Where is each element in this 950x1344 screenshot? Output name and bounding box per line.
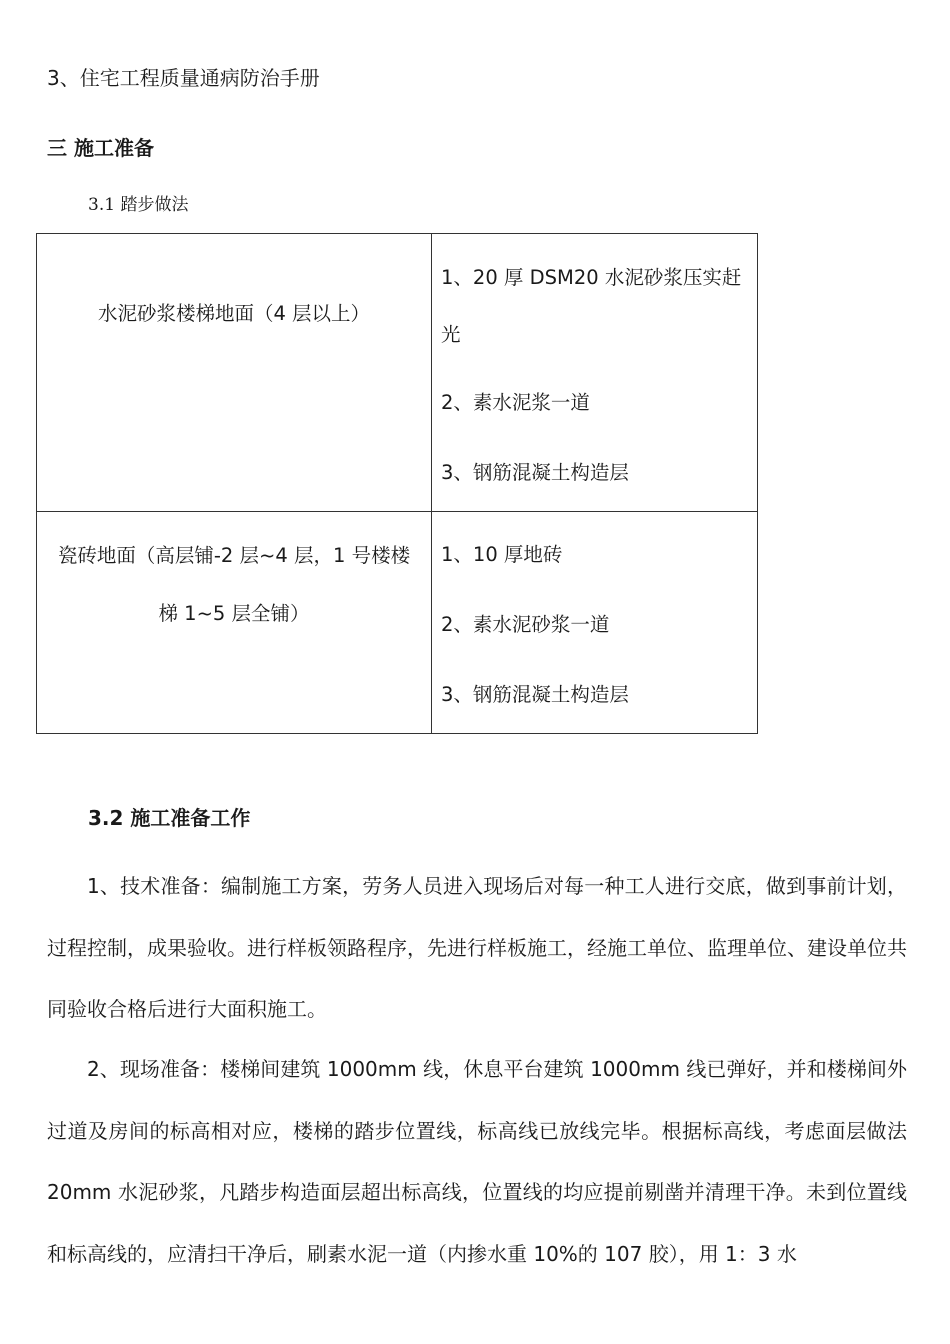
table-cell-items xyxy=(432,234,758,512)
section-heading: 三 施工准备 xyxy=(47,136,154,160)
table-cell-name xyxy=(37,234,432,512)
subsection-heading-3-1: 3.1 踏步做法 xyxy=(88,195,189,215)
list-item: 1、10 厚地砖 xyxy=(441,543,563,566)
paragraph-site-prep: 2、现场准备：楼梯间建筑 1000mm 线，休息平台建筑 1000mm 线已弹好，并和楼梯间外过道及房间的标高相对应，楼梯的踏步位置线，标高线已放线完毕。根据标高线，考虑面层做法 20mm 水泥砂浆，凡踏步构造面层超出标高线，位置线的均应提前剔凿并清理干净。未到位置线和标高线的，应清扫干净后，刷素水泥一道（内掺水重 10%的 107 胶），用 1：3 水 xyxy=(47,1057,907,1266)
list-item: 2、素水泥浆一道 xyxy=(441,391,590,414)
list-item: 3、钢筋混凝土构造层 xyxy=(441,683,629,706)
table-cell-items xyxy=(432,512,758,734)
floor-type-label-line: 梯 1~5 层全铺） xyxy=(158,602,310,625)
subsection-heading-3-2: 3.2 施工准备工作 xyxy=(88,806,251,830)
table-row xyxy=(37,234,758,512)
list-item: 3、钢筋混凝土构造层 xyxy=(441,461,629,484)
step-method-table xyxy=(36,233,758,734)
reference-item-3: 3、住宅工程质量通病防治手册 xyxy=(47,66,320,90)
list-item: 1、20 厚 DSM20 水泥砂浆压实赶 xyxy=(441,266,742,289)
list-item: 2、素水泥砂浆一道 xyxy=(441,613,610,636)
floor-type-label xyxy=(37,542,431,628)
table-row xyxy=(37,512,758,734)
floor-type-label: 水泥砂浆楼梯地面（4 层以上） xyxy=(97,302,371,325)
paragraph-technical-prep: 1、技术准备：编制施工方案，劳务人员进入现场后对每一种工人进行交底，做到事前计划，过程控制，成果验收。进行样板领路程序，先进行样板施工，经施工单位、监理单位、建设单位共同验收合格后进行大面积施工。 xyxy=(47,874,907,1021)
table-cell-name xyxy=(37,512,432,734)
list-item: 光 xyxy=(441,323,461,346)
floor-type-label-line: 瓷砖地面（高层铺-2 层~4 层，1 号楼楼 xyxy=(57,544,411,567)
